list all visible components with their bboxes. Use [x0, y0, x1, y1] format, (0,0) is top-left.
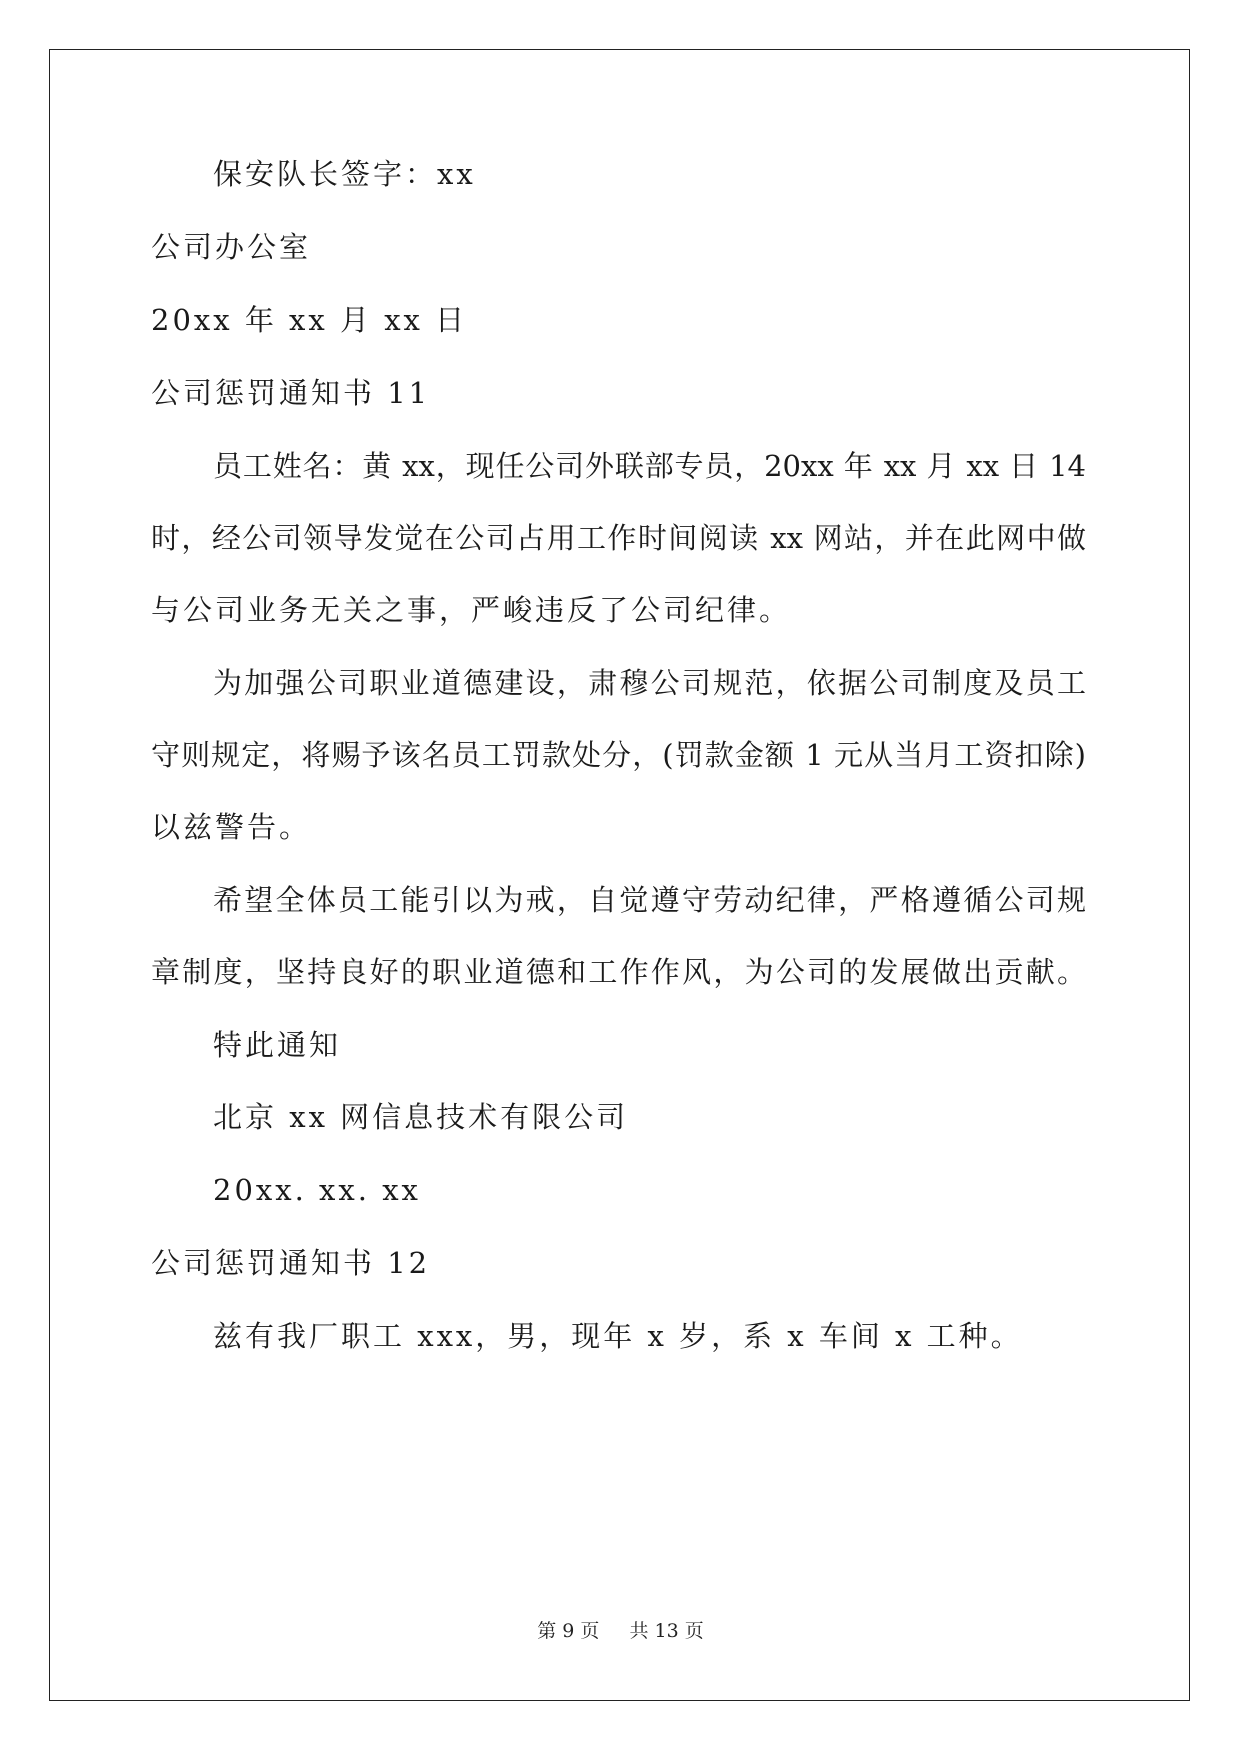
- section-heading: 公司惩罚通知书 12: [151, 1246, 431, 1280]
- page-border: [49, 49, 1190, 1701]
- paragraph-line: 与公司业务无关之事，严峻违反了公司纪律。: [151, 593, 792, 627]
- page-footer: [0, 1622, 1241, 1641]
- paragraph-line: 以兹警告。: [151, 810, 312, 844]
- paragraph-line: 章制度，坚持良好的职业道德和工作作风，为公司的发展做出贡献。: [151, 955, 1086, 989]
- date-line: 20xx 年 xx 月 xx 日: [151, 303, 468, 337]
- page-number: 第 9 页: [537, 1620, 600, 1642]
- date-line: 20xx. xx. xx: [213, 1173, 421, 1207]
- paragraph-line: 守则规定，将赐予该名员工罚款处分，(罚款金额 1 元从当月工资扣除): [151, 738, 1086, 772]
- office-line: 公司办公室: [151, 230, 312, 264]
- paragraph-line: 希望全体员工能引以为戒，自觉遵守劳动纪律，严格遵循公司规: [213, 883, 1086, 917]
- notice-line: 特此通知: [213, 1028, 342, 1062]
- signature-line: 保安队长签字：xx: [213, 157, 476, 191]
- section-heading: 公司惩罚通知书 11: [151, 376, 431, 410]
- paragraph-line: 兹有我厂职工 xxx，男，现年 x 岁，系 x 车间 x 工种。: [213, 1319, 1023, 1353]
- page-total: 共 13 页: [629, 1620, 704, 1642]
- company-line: 北京 xx 网信息技术有限公司: [213, 1100, 629, 1134]
- paragraph-line: 为加强公司职业道德建设，肃穆公司规范，依据公司制度及员工: [213, 666, 1086, 700]
- paragraph-line: 员工姓名：黄 xx，现任公司外联部专员，20xx 年 xx 月 xx 日 14: [213, 449, 1086, 483]
- paragraph-line: 时，经公司领导发觉在公司占用工作时间阅读 xx 网站，并在此网中做: [151, 521, 1086, 555]
